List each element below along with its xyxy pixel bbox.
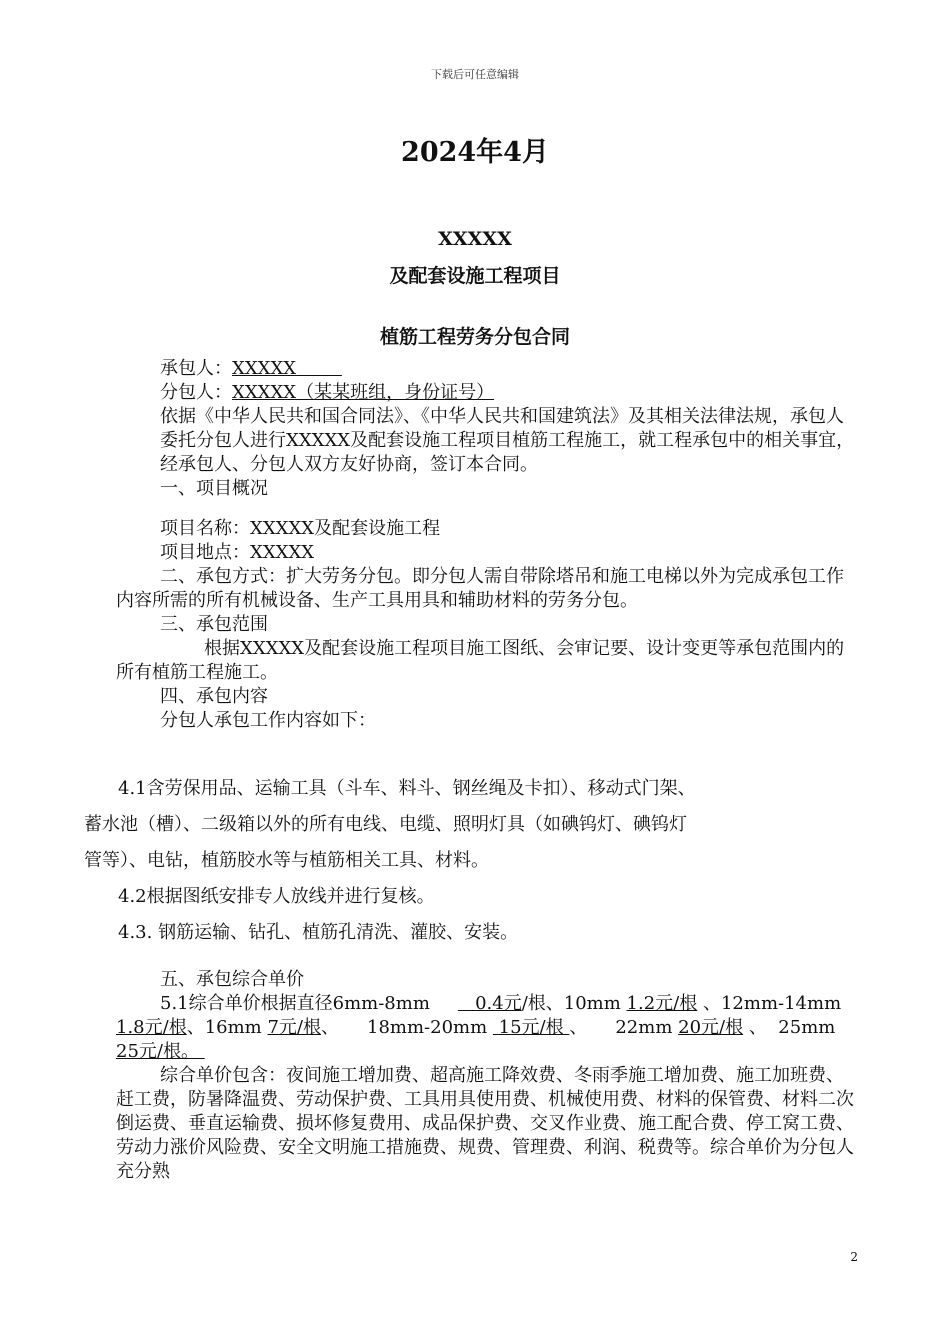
section5-heading: 五、承包综合单价 (160, 969, 304, 990)
item-4-1-line1: 4.1含劳保用品、运输工具（斗车、料斗、钢丝绳及卡扣）、移动式门架、 (118, 778, 696, 799)
item-4-3: 4.3. 钢筋运输、钻孔、植筋孔清洗、灌胶、安装。 (118, 922, 519, 943)
unit-price-paragraph: 5.1综合单价根据直径6mm-8mm 0.4元/根、10mm 1.2元/根 、12mm-14mm 1.8元/根、16mm 7元/根、 18mm-20mm 15元/根 、 22mm 20元/根 、 25mm 25元/根。 (116, 993, 842, 1062)
price-includes-paragraph: 综合单价包含：夜间施工增加费、超高施工降效费、冬雨季施工增加费、施工加班费、赶工费，防暑降温费、劳动保护费、工具用具使用费、机械使用费、材料的保管费、材料二次倒运费、垂直运输费、损坏修复费用、成品保护费、交叉作业费、施工配合费、停工窝工费、劳动力涨价风险费、安全文明施工措施费、规费、管理费、利润、税费等。综合单价为分包人充分熟 (116, 1065, 854, 1182)
price-10mm: 1.2元/根 (626, 993, 698, 1014)
section2-paragraph: 二、承包方式：扩大劳务分包。即分包人需自带除塔吊和施工电梯以外为完成承包工作内容所需的所有机械设备、生产工具用具和辅助材料的劳务分包。 (116, 566, 844, 611)
subcontractor-line (116, 381, 858, 405)
item-4-2: 4.2根据图纸安排专人放线并进行复核。 (118, 886, 435, 907)
price-25mm: 25元/根。 (116, 1041, 199, 1062)
subcontractor-label: 分包人： (160, 382, 232, 403)
price-22mm: 20元/根 (678, 1017, 744, 1038)
section3-paragraph: 根据XXXXX及配套设施工程项目施工图纸、会审记要、设计变更等承包范围内的所有植筋工程施工。 (116, 638, 845, 683)
price-18-20mm: 15元/根 (498, 1017, 564, 1038)
title-project-code: XXXXX (438, 228, 512, 250)
header-note: 下载后可任意编辑 (431, 68, 519, 81)
contractor-line (116, 357, 858, 381)
section1-heading: 一、项目概况 (160, 478, 268, 499)
title-project-name: 及配套设施工程项目 (389, 265, 561, 287)
section4-lead: 分包人承包工作内容如下： (160, 710, 376, 731)
subcontractor-value: XXXXX（某某班组，身份证号） (232, 382, 495, 403)
document-date: 2024年4月 (401, 137, 549, 168)
page-number: 2 (850, 1250, 858, 1264)
intro-paragraph: 依据《中华人民共和国合同法》、《中华人民共和国建筑法》及其相关法律法规，承包人委托分包人进行XXXXX及配套设施工程项目植筋工程施工，就工程承包中的相关事宜，经承包人、分包人双方友好协商，签订本合同。 (160, 406, 855, 475)
project-location: 项目地点：XXXXX (160, 542, 315, 563)
contractor-label: 承包人： (160, 358, 232, 379)
contractor-value: XXXXX (232, 358, 297, 379)
price-16mm: 7元/根 (267, 1017, 322, 1038)
item-4-1-line2: 蓄水池（槽）、二级箱以外的所有电线、电缆、照明灯具（如碘钨灯、碘钨灯 (84, 814, 687, 835)
price-6-8mm: 0.4元 (475, 993, 522, 1014)
price-12-14mm: 1.8元/根 (116, 1017, 187, 1038)
project-name: 项目名称：XXXXX及配套设施工程 (160, 518, 441, 539)
title-contract-name: 植筋工程劳务分包合同 (379, 326, 570, 348)
section3-heading: 三、承包范围 (160, 614, 268, 635)
section5 (116, 968, 858, 1184)
contract-body (116, 357, 858, 733)
item-4-1-line3: 管等）、电钻，植筋胶水等与植筋相关工具、材料。 (84, 850, 489, 871)
section4-heading: 四、承包内容 (160, 686, 268, 707)
